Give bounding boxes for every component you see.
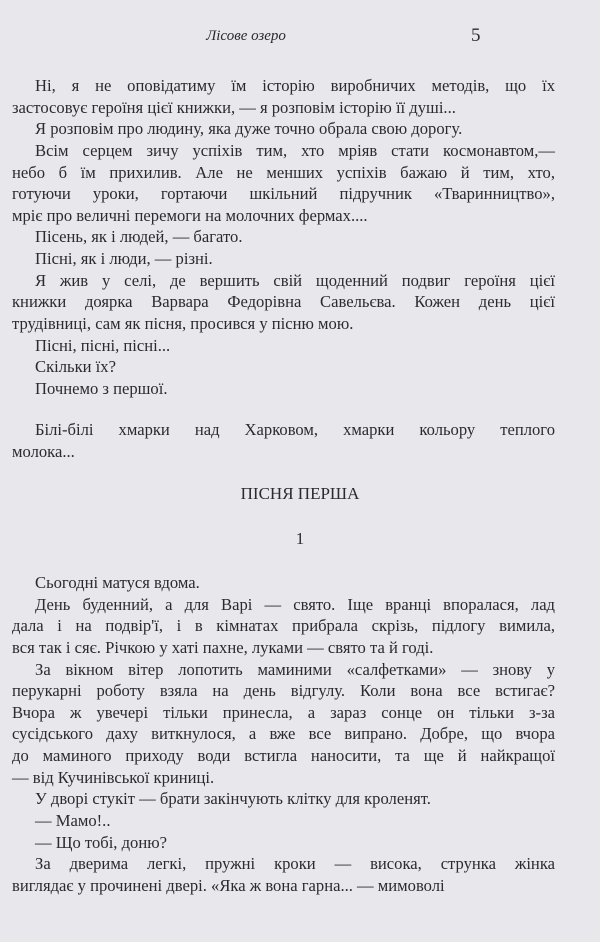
- paragraph: [12, 853, 555, 896]
- text-line: За вікном вітер лопотить маминими «салфетками» — знову у: [35, 659, 555, 679]
- text-line: виглядає у прочинені двері. «Яка ж вона гарна... — мимоволі: [12, 875, 445, 895]
- text-line: Пісень, як і людей, — багато.: [35, 227, 243, 247]
- text-line: За дверима легкі, пружні кроки — висока, струнка жінка: [35, 854, 555, 874]
- page-number: 5: [471, 25, 481, 46]
- paragraph: [12, 832, 555, 854]
- text-line: Я розповім про людину, яка дуже точно обрала свою дорогу.: [35, 119, 463, 139]
- text-line: Почнемо з першої.: [35, 378, 168, 398]
- text-line: — Мамо!..: [35, 811, 111, 831]
- text-line: до маминого приходу води встигла наносити, та ще й найкращої: [12, 746, 555, 766]
- text-line: Пісні, як і люди, — різні.: [35, 249, 213, 269]
- section-number: 1: [295, 529, 305, 548]
- text-line: Пісні, пісні, пісні...: [35, 335, 171, 355]
- text-line: вся так і сяє. Річкою у хаті пахне, луками — свято та й годі.: [12, 637, 434, 657]
- text-line: сусідського даху виткнулося, а вже все випрано. Добре, що вчора: [12, 724, 555, 744]
- text-line: Всім серцем зичу успіхів тим, хто мріяв стати космонавтом,—: [35, 140, 555, 160]
- text-line: Скільки їх?: [35, 357, 116, 377]
- text-line: — від Кучинівської криниці.: [12, 767, 215, 787]
- text-line: День буденний, а для Варі — свято. Іще вранці впоралася, лад: [35, 594, 555, 614]
- text-line: книжки доярка Варвара Федорівна Савельєва. Кожен день цієї: [12, 292, 555, 312]
- paragraph: [12, 788, 555, 810]
- paragraph: [12, 810, 555, 832]
- text-line: Сьогодні матуся вдома.: [35, 573, 200, 592]
- text-line: молока...: [12, 441, 75, 461]
- text-line: Білі-білі хмарки над Харковом, хмарки кольору теплого: [35, 420, 555, 439]
- text-line: мріє про величні перемоги на молочних фермах....: [12, 205, 368, 225]
- paragraph: [12, 356, 555, 378]
- paragraph: [12, 140, 555, 227]
- paragraph: [12, 659, 555, 789]
- paragraph: [12, 248, 555, 270]
- text-line: застосовує героїня цієї книжки, — я розповім історію її душі...: [12, 97, 456, 117]
- paragraph: [12, 270, 555, 335]
- text-line: трудівниці, сам як пісня, просився у пісню мою.: [12, 314, 354, 334]
- text-line: Я жив у селі, де вершить свій щоденний подвиг героїня цієї: [35, 270, 555, 290]
- body-text: [12, 572, 555, 897]
- text-line: перукарні роботу взяла на день відгулу. Коли вона все встигає?: [12, 681, 555, 701]
- paragraph: [12, 118, 555, 140]
- text-line: небо б їм прихилив. Але не менших успіхів бажаю й тим, хто,: [12, 162, 555, 182]
- text-line: У дворі стукіт — брати закінчують клітку для кроленят.: [35, 789, 431, 809]
- book-title: Лісове озеро: [206, 28, 286, 44]
- paragraph: [12, 594, 555, 659]
- paragraph: [12, 226, 555, 248]
- text-line: — Що тобі, доню?: [35, 832, 167, 852]
- chapter-title: ПІСНЯ ПЕРША: [240, 484, 360, 503]
- paragraph: [12, 335, 555, 357]
- epigraph-text: [12, 419, 555, 462]
- text-line: дала і на подвір'ї, і в кімнатах прибрала скрізь, підлогу вимила,: [12, 616, 555, 636]
- paragraph: [12, 419, 555, 462]
- paragraph: [12, 378, 555, 400]
- paragraph: [12, 572, 555, 594]
- paragraph: [12, 75, 555, 118]
- text-line: Ні, я не оповідатиму їм історію виробничих методів, що їх: [35, 76, 555, 95]
- text-line: готуючи уроки, гортаючи шкільний підручник «Тваринництво»,: [12, 184, 555, 204]
- intro-text: [12, 75, 555, 400]
- text-line: Вчора ж увечері тільки принесла, а зараз сонце он тільки з-за: [12, 702, 555, 722]
